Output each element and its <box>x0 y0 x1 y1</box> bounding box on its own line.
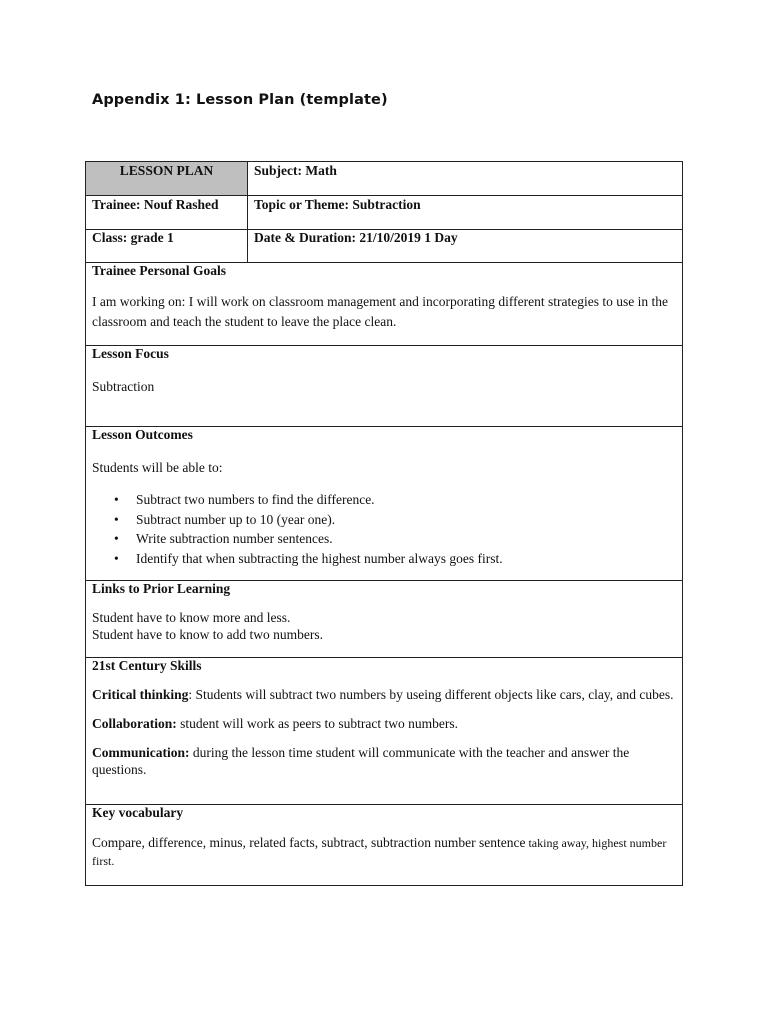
table-row <box>86 346 683 427</box>
vocabulary-main: Compare, difference, minus, related facts, subtract, subtraction number sentence <box>92 835 526 850</box>
prior-learning-title: Links to Prior Learning <box>92 581 231 596</box>
century-skills-section <box>86 658 683 805</box>
outcomes-list <box>92 490 676 568</box>
prior-learning-text <box>92 609 676 643</box>
skill-communication <box>92 744 676 778</box>
trainee-cell: Trainee: Nouf Rashed <box>86 196 248 230</box>
trainee-goals-title: Trainee Personal Goals <box>92 263 226 278</box>
document-title: Appendix 1: Lesson Plan (template) <box>92 92 388 108</box>
bullet-icon: • <box>114 550 119 566</box>
skill-text: : Students will subtract two numbers by useing different objects like cars, clay, and cubes. <box>188 687 674 702</box>
table-row <box>86 263 683 346</box>
lesson-plan-header-cell: LESSON PLAN <box>86 162 248 196</box>
key-vocabulary-title: Key vocabulary <box>92 805 184 820</box>
skill-text: during the lesson time student will communicate with the teacher and answer the questions. <box>92 745 630 777</box>
subject-cell: Subject: Math <box>248 162 683 196</box>
class-cell: Class: grade 1 <box>86 230 248 263</box>
outcome-text: Subtract number up to 10 (year one). <box>136 511 336 527</box>
bullet-icon: • <box>114 492 119 507</box>
skill-label: Critical thinking <box>92 687 189 702</box>
lesson-focus-text: Subtraction <box>92 379 155 394</box>
lesson-focus-section <box>86 346 683 427</box>
skill-collaboration <box>92 715 676 732</box>
skill-label: Collaboration: <box>92 716 177 731</box>
date-duration-cell: Date & Duration: 21/10/2019 1 Day <box>248 230 683 263</box>
prior-learning-section <box>86 581 683 658</box>
table-row <box>86 581 683 658</box>
prior-learning-line: Student have to know to add two numbers. <box>92 627 323 642</box>
table-row <box>86 230 683 263</box>
table-row <box>86 805 683 886</box>
lesson-outcomes-title: Lesson Outcomes <box>92 427 193 442</box>
lesson-focus-title: Lesson Focus <box>92 346 169 361</box>
bullet-icon: • <box>114 511 119 527</box>
list-item <box>114 490 676 510</box>
skill-label: Communication: <box>92 745 190 760</box>
key-vocabulary-section <box>86 805 683 886</box>
skill-critical-thinking <box>92 686 676 703</box>
table-row <box>86 162 683 196</box>
list-item <box>114 510 676 530</box>
topic-cell: Topic or Theme: Subtraction <box>248 196 683 230</box>
lesson-outcomes-intro: Students will be able to: <box>92 460 223 475</box>
table-row <box>86 427 683 581</box>
lesson-plan-table <box>85 161 683 886</box>
prior-learning-line: Student have to know more and less. <box>92 610 291 625</box>
trainee-goals-section <box>86 263 683 346</box>
outcome-text: Write subtraction number sentences. <box>136 531 333 546</box>
list-item <box>114 529 676 549</box>
bullet-icon: • <box>114 531 119 546</box>
vocabulary-small: taking away, highest number first. <box>92 836 667 868</box>
lesson-outcomes-section <box>86 427 683 581</box>
key-vocabulary-text <box>92 834 676 870</box>
list-item <box>114 549 676 569</box>
skill-text: student will work as peers to subtract two numbers. <box>176 716 458 731</box>
table-row <box>86 196 683 230</box>
outcome-text: Subtract two numbers to find the difference. <box>136 492 375 507</box>
century-skills-title: 21st Century Skills <box>92 658 202 673</box>
outcome-text: Identify that when subtracting the highest number always goes first. <box>136 550 503 566</box>
table-row <box>86 658 683 805</box>
trainee-goals-text: I am working on: I will work on classroom management and incorporating different strategies to use in the classroom and teach the student to leave the place clean. <box>92 294 668 329</box>
